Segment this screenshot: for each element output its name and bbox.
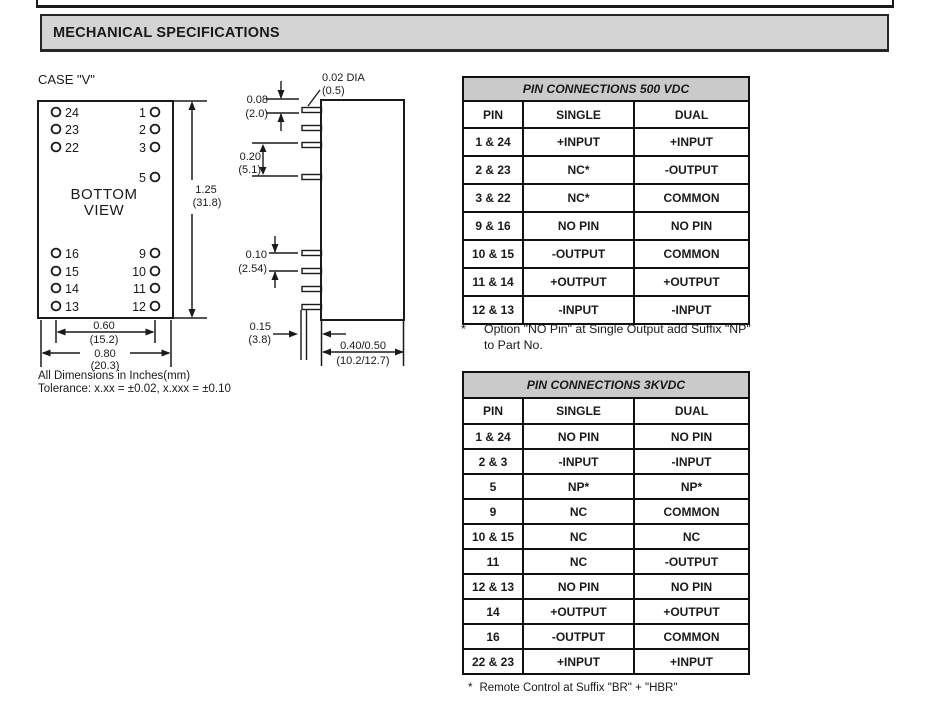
pin-hole — [52, 143, 61, 152]
single-cell: +OUTPUT — [523, 599, 634, 624]
table-title: PIN CONNECTIONS 3KVDC — [463, 372, 749, 398]
dual-cell: -OUTPUT — [634, 156, 749, 184]
table-row — [463, 549, 749, 574]
pin-number: 13 — [65, 300, 79, 314]
dual-cell: +INPUT — [634, 128, 749, 156]
standoff-dimension: 0.15 — [249, 321, 271, 333]
pin-number: 2 — [139, 123, 146, 137]
single-cell: +OUTPUT — [523, 268, 634, 296]
inner-width-dimension-mm: (15.2) — [89, 334, 119, 346]
table-row — [463, 424, 749, 449]
column-header-single: SINGLE — [523, 398, 634, 424]
pin-hole — [151, 108, 160, 117]
single-cell: NC — [523, 549, 634, 574]
pin-number: 12 — [132, 300, 146, 314]
top-offset-dimension: 0.08 — [246, 94, 268, 106]
depth-dimension: 0.40/0.50 — [340, 340, 386, 352]
single-cell: NC — [523, 499, 634, 524]
gap-dimension: 0.20 — [239, 151, 261, 163]
pin-number: 1 — [139, 106, 146, 120]
bottom-view-label-line2: VIEW — [83, 202, 125, 219]
footnote-marker: * — [468, 682, 473, 694]
pin-hole — [151, 284, 160, 293]
single-cell: -INPUT — [523, 449, 634, 474]
pin-cell: 1 & 24 — [463, 424, 523, 449]
table-row — [463, 599, 749, 624]
footnote-3kvdc — [468, 682, 677, 694]
dual-cell: NO PIN — [634, 424, 749, 449]
table-row — [463, 499, 749, 524]
dual-cell: NC — [634, 524, 749, 549]
dual-cell: COMMON — [634, 499, 749, 524]
dual-cell: -INPUT — [634, 449, 749, 474]
table-row — [463, 624, 749, 649]
single-cell: +INPUT — [523, 649, 634, 674]
pin-hole — [52, 267, 61, 276]
single-cell: NP* — [523, 474, 634, 499]
dual-cell: -INPUT — [634, 296, 749, 324]
pin-cell: 3 & 22 — [463, 184, 523, 212]
pin-cell: 2 & 23 — [463, 156, 523, 184]
pin-hole — [151, 173, 160, 182]
single-cell: NO PIN — [523, 212, 634, 240]
outer-width-dimension: 0.80 — [94, 348, 116, 360]
top-offset-dimension-mm: (2.0) — [245, 108, 268, 120]
footnote-marker: * — [461, 322, 466, 336]
table-row — [463, 240, 749, 268]
footnote-text: Remote Control at Suffix "BR" + "HBR" — [479, 682, 678, 694]
column-header-dual: DUAL — [634, 398, 749, 424]
column-header-single: SINGLE — [523, 101, 634, 128]
column-header-dual: DUAL — [634, 101, 749, 128]
footnote-500vdc — [461, 321, 751, 353]
pin-number: 5 — [139, 171, 146, 185]
table-row — [463, 268, 749, 296]
pin-number: 23 — [65, 123, 79, 137]
single-cell: -OUTPUT — [523, 624, 634, 649]
dual-cell: NP* — [634, 474, 749, 499]
column-header-pin: PIN — [463, 398, 523, 424]
pin-hole — [151, 125, 160, 134]
standoff-dimension-mm: (3.8) — [248, 334, 271, 346]
pin-hole — [151, 302, 160, 311]
pin-cell: 10 & 15 — [463, 524, 523, 549]
dual-cell: COMMON — [634, 240, 749, 268]
pin-number: 24 — [65, 106, 79, 120]
dual-cell: NO PIN — [634, 212, 749, 240]
pin-cell: 10 & 15 — [463, 240, 523, 268]
column-header-pin: PIN — [463, 101, 523, 128]
pin-number: 15 — [65, 265, 79, 279]
pin-cell: 16 — [463, 624, 523, 649]
pin-hole — [52, 302, 61, 311]
pin-dia-dimension-mm: (0.5) — [322, 85, 345, 97]
table-row — [463, 296, 749, 324]
pin-cell: 1 & 24 — [463, 128, 523, 156]
single-cell: +INPUT — [523, 128, 634, 156]
footnote-line: to Part No. — [484, 338, 543, 352]
table-title: PIN CONNECTIONS 500 VDC — [463, 77, 749, 101]
table-header-row — [463, 101, 749, 128]
single-cell: -OUTPUT — [523, 240, 634, 268]
pin-cell: 5 — [463, 474, 523, 499]
height-dimension-lines — [173, 101, 207, 318]
table-row — [463, 184, 749, 212]
standoff-dimension-lines — [273, 331, 346, 338]
pin-cell: 22 & 23 — [463, 649, 523, 674]
pin-cell: 11 — [463, 549, 523, 574]
drawing-notes — [38, 370, 231, 396]
pin-hole — [52, 125, 61, 134]
pin-hole — [52, 249, 61, 258]
pin-cell: 9 & 16 — [463, 212, 523, 240]
pin-cell: 14 — [463, 599, 523, 624]
side-view-pins — [301, 108, 322, 361]
table-header-row — [463, 398, 749, 424]
section-title: MECHANICAL SPECIFICATIONS — [53, 24, 280, 41]
height-dimension-mm: (31.8) — [192, 197, 222, 209]
single-cell: NC — [523, 524, 634, 549]
pin-dia-dimension: 0.02 DIA — [322, 72, 365, 84]
pin-dia-leader-line — [308, 90, 320, 106]
pin-hole — [151, 249, 160, 258]
table-row — [463, 128, 749, 156]
pin-connections-500vdc-table — [462, 76, 750, 325]
single-cell: NO PIN — [523, 574, 634, 599]
table-row — [463, 449, 749, 474]
outer-width-dimension-mm: (20.3) — [90, 360, 120, 372]
pin-hole — [52, 108, 61, 117]
table-row — [463, 212, 749, 240]
single-cell: NC* — [523, 156, 634, 184]
pin-number: 3 — [139, 141, 146, 155]
table-row — [463, 156, 749, 184]
pin-number: 14 — [65, 282, 79, 296]
pin-number: 9 — [139, 247, 146, 261]
table-row — [463, 649, 749, 674]
dual-cell: NO PIN — [634, 574, 749, 599]
height-dimension: 1.25 — [195, 184, 217, 196]
pin-number: 11 — [133, 282, 146, 296]
table-row — [463, 574, 749, 599]
dual-cell: COMMON — [634, 624, 749, 649]
side-view-outline — [321, 100, 404, 366]
single-cell: -INPUT — [523, 296, 634, 324]
pin-cell: 12 & 13 — [463, 574, 523, 599]
dual-cell: COMMON — [634, 184, 749, 212]
mechanical-drawing — [0, 0, 460, 410]
dual-cell: +OUTPUT — [634, 268, 749, 296]
case-label: CASE "V" — [38, 72, 95, 87]
footnote-line: Option "NO Pin" at Single Output add Suffix "NP" — [484, 322, 751, 336]
dual-cell: -OUTPUT — [634, 549, 749, 574]
table-row — [463, 474, 749, 499]
tolerance-note: Tolerance: x.xx = ±0.02, x.xxx = ±0.10 — [38, 383, 231, 395]
dual-cell: +OUTPUT — [634, 599, 749, 624]
pin-connections-3kvdc-table — [462, 371, 750, 675]
pin-cell: 11 & 14 — [463, 268, 523, 296]
inner-width-dimension: 0.60 — [93, 320, 115, 332]
dual-cell: +INPUT — [634, 649, 749, 674]
pin-cell: 12 & 13 — [463, 296, 523, 324]
pin-number: 22 — [65, 141, 79, 155]
depth-dimension-mm: (10.2/12.7) — [336, 355, 390, 367]
pitch-dimension-mm: (2.54) — [238, 263, 267, 275]
pin-cell: 2 & 3 — [463, 449, 523, 474]
table-row — [463, 524, 749, 549]
top-offset-dimension-lines — [266, 81, 299, 131]
pin-hole — [151, 143, 160, 152]
bottom-view-label-line1: BOTTOM — [70, 186, 138, 203]
table-title-row — [463, 77, 749, 101]
pin-number: 10 — [132, 265, 146, 279]
single-cell: NO PIN — [523, 424, 634, 449]
footnote-text — [484, 321, 751, 353]
pitch-dimension-lines — [269, 236, 298, 288]
table-title-row — [463, 372, 749, 398]
pin-hole — [52, 284, 61, 293]
single-cell: NC* — [523, 184, 634, 212]
pin-cell: 9 — [463, 499, 523, 524]
pin-hole — [151, 267, 160, 276]
pin-number: 16 — [65, 247, 79, 261]
gap-dimension-mm: (5.1) — [238, 164, 261, 176]
dimensions-note: All Dimensions in Inches(mm) — [38, 370, 191, 382]
pitch-dimension: 0.10 — [245, 249, 267, 261]
